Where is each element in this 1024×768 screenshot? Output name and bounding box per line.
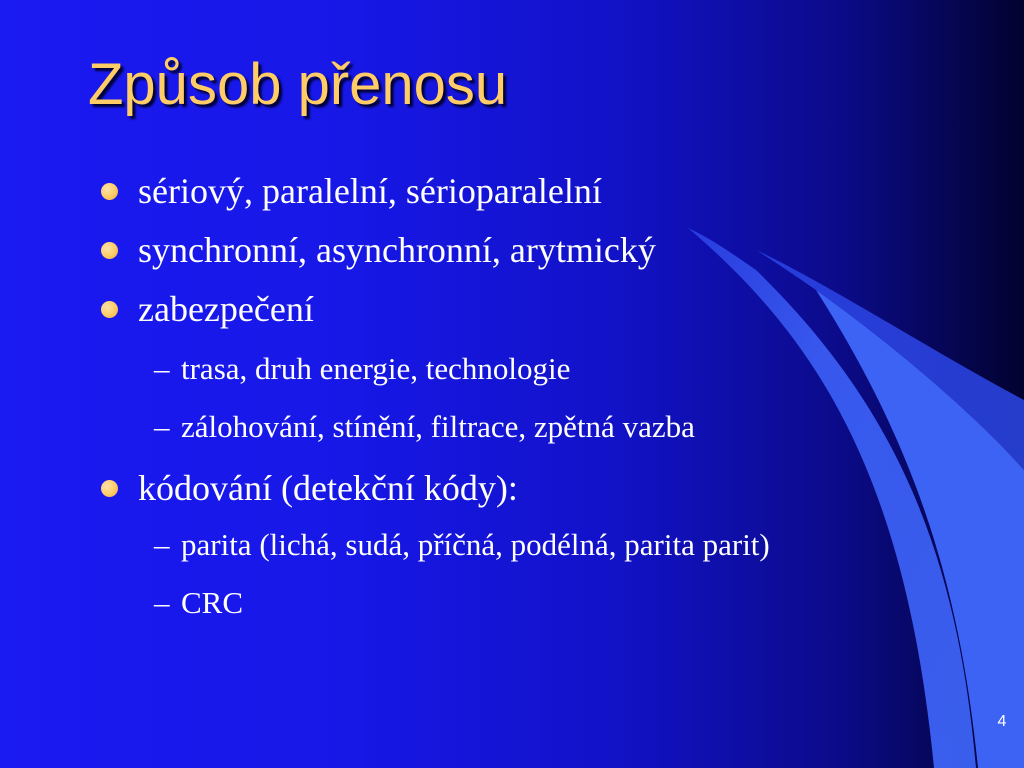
bullet-dot	[101, 183, 118, 200]
sub-bullet-text: parita (lichá, sudá, příčná, podélná, parita parit)	[181, 527, 770, 562]
sub-bullet-dash: –	[154, 351, 170, 386]
sub-bullet-dash: –	[154, 409, 170, 444]
sub-bullet-item	[154, 408, 695, 446]
sub-bullet-dash: –	[154, 585, 170, 620]
sub-bullet-text: zálohování, stínění, filtrace, zpětná vazba	[181, 409, 695, 444]
bullet-item: sériový, paralelní, sérioparalelní	[138, 171, 602, 211]
bullet-item: synchronní, asynchronní, arytmický	[138, 230, 656, 270]
sub-bullet-text: CRC	[181, 585, 244, 620]
bullet-dot	[101, 301, 118, 318]
slide-title: Způsob přenosu	[88, 52, 508, 117]
sub-bullet-text: trasa, druh energie, technologie	[181, 351, 571, 386]
sub-bullet-item	[154, 526, 770, 564]
page-number: 4	[997, 713, 1007, 730]
bullet-dot	[101, 480, 118, 497]
bullet-item: kódování (detekční kódy):	[138, 468, 518, 508]
bullet-item: zabezpečení	[138, 289, 314, 329]
sub-bullet-item	[154, 584, 243, 622]
bullet-dot	[101, 242, 118, 259]
sub-bullet-item	[154, 350, 570, 388]
sub-bullet-dash: –	[154, 527, 170, 562]
